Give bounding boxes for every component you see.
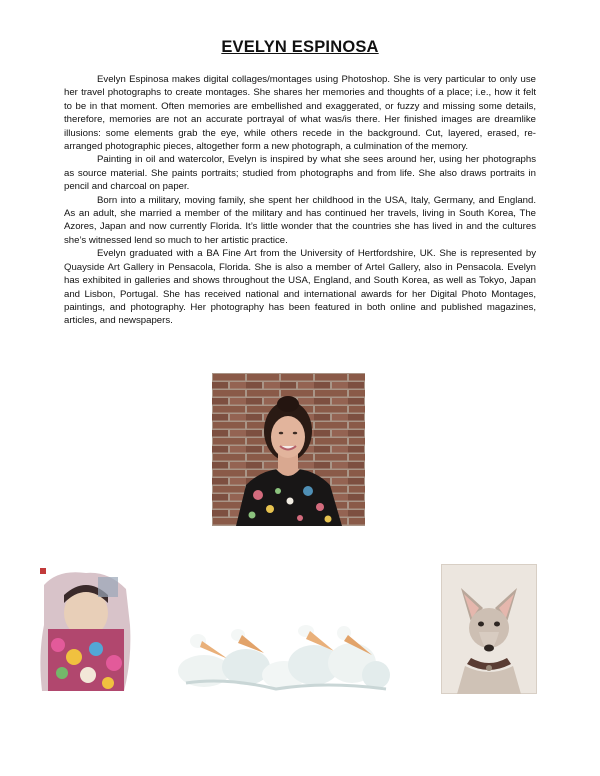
paragraph-4-text-c: , also in Pensacola. Evelyn has exhibited in galleries and shows throughout the USA, England, and South Korea, as well as Tokyo, Japan and Lisbon, Portugal. She has received national and international awards for her Digital Photo Montages, paintings, and photography. Her photography has been featured in both online and published magazines, articles, and newspapers.	[64, 261, 536, 327]
paragraph-3: Born into a military, moving family, she spent her childhood in the USA, Italy, Germany, and England. As an adult, she married a member of the military and has continued her travels, living in South Korea, The Azores, Japan and now currently Florida. It’s little wonder that the countries she has lived in and the cultures she’s witnessed lend so much to her artistic practice.	[64, 194, 536, 246]
paragraph-4	[64, 247, 536, 327]
dog-portrait-drawing	[441, 564, 537, 694]
page-title: EVELYN ESPINOSA	[221, 38, 379, 56]
artist-portrait-photo	[212, 373, 365, 526]
paragraph-4-text-a: Evelyn graduated with a BA Fine Art from the University of Hertfordshire, UK. She is represented by	[97, 248, 536, 260]
pelicans-artwork	[176, 623, 390, 695]
artel-gallery-link[interactable]: Artel Gallery	[365, 261, 419, 273]
paragraph-1: Evelyn Espinosa makes digital collages/montages using Photoshop. She is very particular to only use her travel photographs to create montages. She shares her memories and thoughts of a place; i.e., how it felt to be in that moment. Often memories are embellished and exaggerated, or fuzzy and missing some details, therefore, memories are not an accurate portrayal of what was/is there. Her finished images are dreamlike illusions: some elements grab the eye, while others recede in the background. Cut, layered, erased, re-arranged photographic pieces, altogether form a new photograph, a culmination of the memory.	[64, 74, 536, 153]
digital-collage-artwork	[38, 565, 135, 693]
paragraph-4-text-b: in Pensacola, Florida. She is also a member of	[153, 261, 366, 273]
quayside-gallery-link[interactable]: Quayside Art Gallery	[64, 261, 154, 273]
biography-text	[64, 73, 536, 328]
paragraph-2: Painting in oil and watercolor, Evelyn is inspired by what she sees around her, using her photographs as source material. She paints portraits; studied from photographs and from life. She also draws portraits in pencil and charcoal on paper.	[64, 154, 536, 193]
